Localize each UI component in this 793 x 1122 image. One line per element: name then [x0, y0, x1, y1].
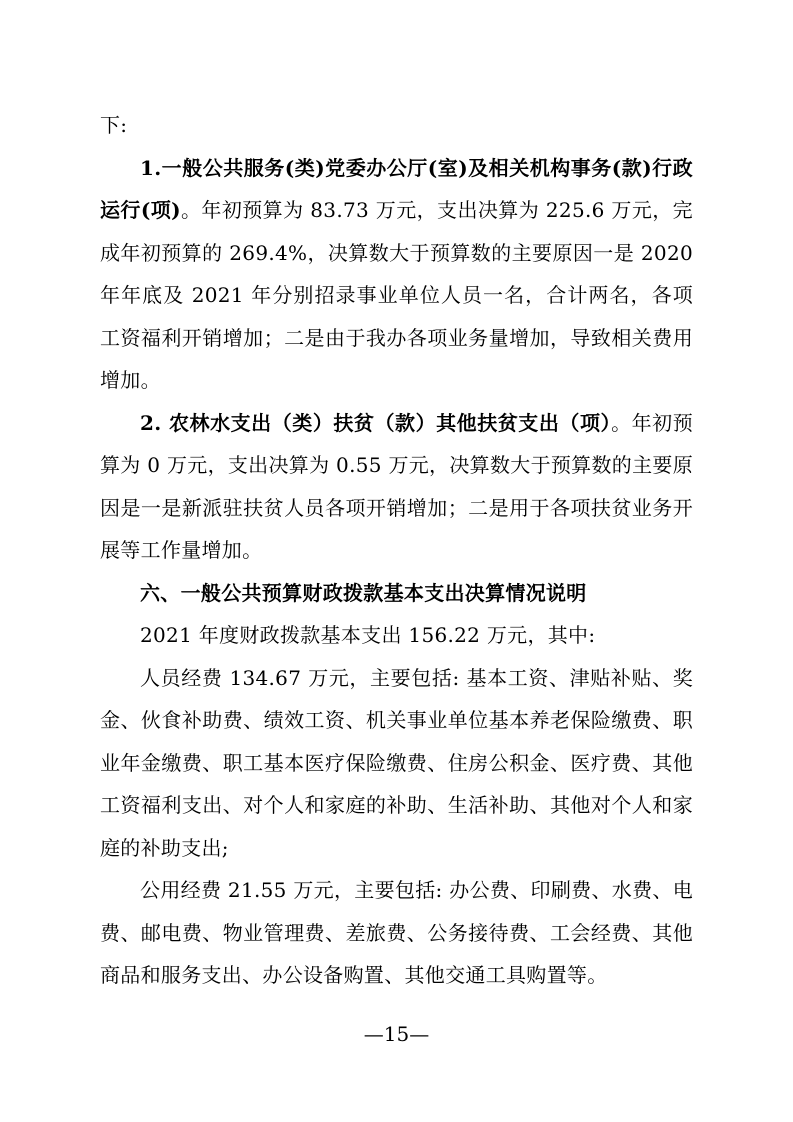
- page-number: —15—: [363, 1022, 430, 1046]
- item-1-title: 1.一般公共服务(类)党委办公厅(室)及相关机构事务(款)行政运行(项): [100, 155, 693, 222]
- item-2-title: 2. 农林水支出（类）扶贫（款）其他扶贫支出（项）: [140, 410, 612, 435]
- paragraph-item-2: [100, 402, 693, 572]
- paragraph-continuation: 下:: [100, 113, 128, 137]
- paragraph-personnel-expenses: 人员经费 134.67 万元，主要包括: 基本工资、津贴补贴、奖金、伙食补助费、绩效工资、机关事业单位基本养老保险缴费、职业年金缴费、职工基本医疗保险缴费、住房公积金、医疗费、其他工资福利支出、对个人和家庭的补助、生活补助、其他对个人和家庭的补助支出;: [100, 665, 693, 860]
- item-1-text: 。年初预算为 83.73 万元，支出决算为 225.6 万元，完成年初预算的 269.4%，决算数大于预算数的主要原因一是 2020 年年底及 2021 年分别招录事业单位人员一名，合计两名，各项工资福利开销增加；二是由于我办各项业务量增加，导致相关费用增加。: [100, 198, 693, 392]
- paragraph-item-1: [100, 147, 693, 402]
- item-2-text: 。年初预算为 0 万元，支出决算为 0.55 万元，决算数大于预算数的主要原因是一是新派驻扶贫人员各项开销增加；二是用于各项扶贫业务开展等工作量增加。: [100, 410, 694, 562]
- section-heading-6: 六、一般公共预算财政拨款基本支出决算情况说明: [140, 580, 587, 605]
- paragraph-basic-expenditure: 2021 年度财政拨款基本支出 156.22 万元，其中:: [140, 623, 596, 647]
- paragraph-public-expenses: 公用经费 21.55 万元，主要包括: 办公费、印刷费、水费、电费、邮电费、物业管理费、差旅费、公务接待费、工会经费、其他商品和服务支出、办公设备购置、其他交通工具购置等。: [100, 878, 693, 987]
- document-body: [100, 104, 693, 997]
